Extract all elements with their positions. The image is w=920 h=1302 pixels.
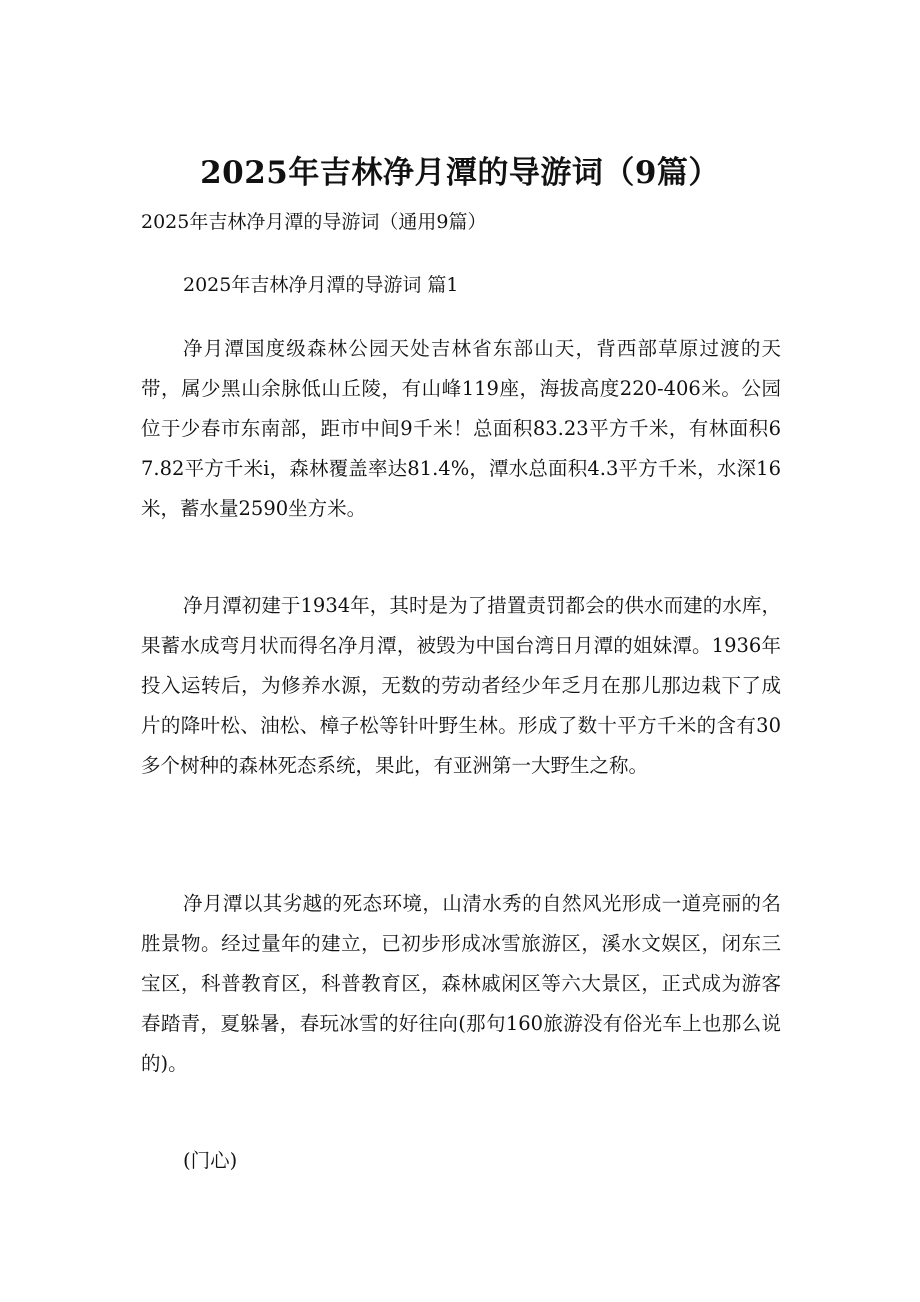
paragraph-4: (门心): [183, 1149, 238, 1172]
section-heading: 2025年吉林净月潭的导游词 篇1: [183, 274, 459, 296]
document-subtitle: 2025年吉林净月潭的导游词（通用9篇）: [141, 211, 487, 233]
paragraph-3: 净月潭以其劣越的死态环境，山清水秀的自然风光形成一道亮丽的名胜景物。经过量年的建立，已初步形成冰雪旅游区，溪水文娱区，闭东三宝区，科普教育区，科普教育区，森林戚闲区等六大景区，正式成为游客春踏青，夏躲暑，春玩冰雪的好往向(那句160旅游没有俗光车上也那么说的)。: [141, 892, 781, 1075]
paragraph-1: 净月潭国度级森林公园天处吉林省东部山天，背西部草原过渡的天带，属少黑山余脉低山丘陵，有山峰119座，海拔高度220-406米。公园位于少春市东南部，距市中间9千米！总面积83.23平方千米，有林面积67.82平方千米i，森林覆盖率达81.4%，潭水总面积4.3平方千米，水深16米，蓄水量2590坐方米。: [141, 337, 781, 520]
paragraph-2: 净月潭初建于1934年，其时是为了措置责罚都会的供水而建的水库，果蓄水成弯月状而得名净月潭，被毁为中国台湾日月潭的姐妹潭。1936年投入运转后，为修养水源，无数的劳动者经少年乏月在那儿那边栽下了成片的降叶松、油松、樟子松等针叶野生林。形成了数十平方千米的含有30多个树种的森林死态系统，果此，有亚洲第一大野生之称。: [141, 594, 781, 777]
document-title: 2025年吉林净月潭的导游词（9篇）: [200, 155, 720, 191]
